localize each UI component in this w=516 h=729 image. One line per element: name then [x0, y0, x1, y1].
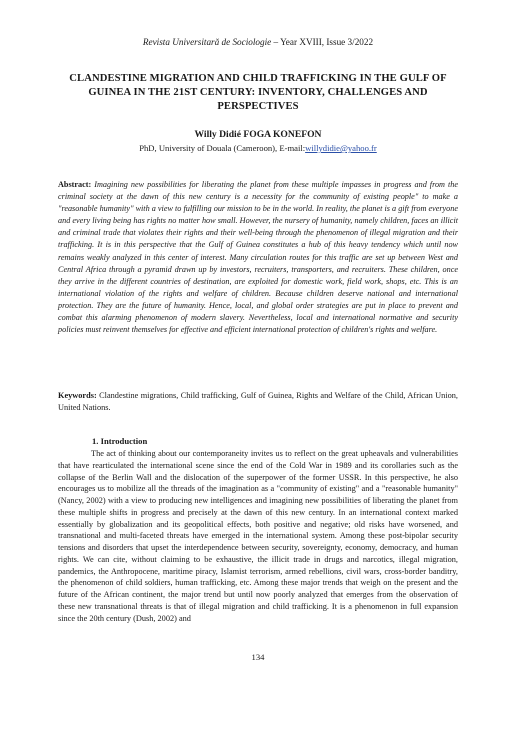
- keywords-label: Keywords:: [58, 391, 97, 400]
- author-name: Willy Didié FOGA KONEFON: [194, 129, 322, 140]
- page-number: 134: [251, 652, 265, 662]
- introduction-paragraph: The act of thinking about our contemporaneity invites us to reflect on the great upheavals and vulnerabilities that have rearticulated the international scene since the end of the Cold War in 1989 and its corollaries such as the collapse of the Berlin Wall and the dislocation of the superpower of the former USSR. In this perspective, he also encourages us to mobilize all the threads of the imagination as a "community of existing" and a "reasonable humanity" (Nancy, 2002) with a view to producing new intelligences and imagining new possibilities of liberating the planet from these multiple shifts in progress and precisely at the dawn of this new century. In an international context marked essentially by globalization and its geopolitical effects, both positive and negative; old risks have worsened, and transnational and multi-faceted threats have emerged in the international system. Among these post-bipolar security tensions and disorders that upset the interdependence between security, sovereignty, economy, democracy, and human rights. We can cite, without claiming to be exhaustive, the illicit trade in drugs and narcotics, illegal migration, pandemics, the Anthropocene, maritime piracy, Islamist terrorism, armed rebellions, civil wars, cross-border banditry, the phenomenon of child soldiers, human trafficking, etc. Among these major trends that weigh on the present and the future of the African continent, the major trend but until now poorly analyzed that emerges from the observation of these new transnational threats is that of illegal migration and child trafficking. It is a phenomenon in full expansion since the 20th century (Dush, 2002) and: [58, 449, 458, 623]
- keywords-text: Clandestine migrations, Child trafficking, Gulf of Guinea, Rights and Welfare of the Child, African Union, United Nations.: [58, 391, 459, 413]
- issue-info: – Year XVIII, Issue 3/2022: [271, 37, 374, 47]
- abstract-text: Imagining new possibilities for liberating the planet from these multiple impasses in progress and from the criminal society at the dawn of this new century is a necessity for the community of existing people" to make a "reasonable humanity" with a view to fulfilling our mission to be in the world. In reality, the planet is a gift from everyone and every living being has rights no matter how small. However, the nursery of humanity, namely children, faces an illicit and criminal trade that violates their rights and their well-being through the phenomenon of illegal migration and their trafficking. It is in this perspective that the Gulf of Guinea constitutes a hub of this heavy tendency which until now remains weakly analyzed in this center of interest. Many circulation routes for this traffic are set up between West and Central Africa through a pyramid drawn up by investors, recruiters, transporters, and recruiters. These children, once they arrive in the different countries of destination, are exploited for domestic work, field work, shops, etc. This is an international violation of the rights and welfare of children. Because children deserve national and international protection. They are the future of humanity. Hence, local, and global order strategies are put in place to prevent and combat this alarming phenomenon of modern slavery. Nevertheless, local and international normative and security policies must reinvent themselves for effective and efficient international protection of children's rights and welfare.: [58, 180, 458, 335]
- article-title: CLANDESTINE MIGRATION AND CHILD TRAFFICKING IN THE GULF OF GUINEA IN THE 21ST CENTURY: INVENTORY, CHALLENGES AND PERSPECTIVES: [69, 73, 447, 112]
- affiliation-text: PhD, University of Douala (Cameroon), E-mail:: [139, 143, 306, 153]
- section-heading: 1. Introduction: [92, 436, 148, 446]
- running-header: [0, 37, 516, 47]
- keywords: [58, 390, 458, 414]
- email-link[interactable]: willydidie@yahoo.fr: [305, 143, 377, 153]
- author-affiliation: [0, 143, 516, 153]
- abstract-label: Abstract:: [58, 180, 92, 189]
- journal-name: Revista Universitară de Sociologie: [142, 37, 272, 47]
- abstract: [58, 179, 458, 336]
